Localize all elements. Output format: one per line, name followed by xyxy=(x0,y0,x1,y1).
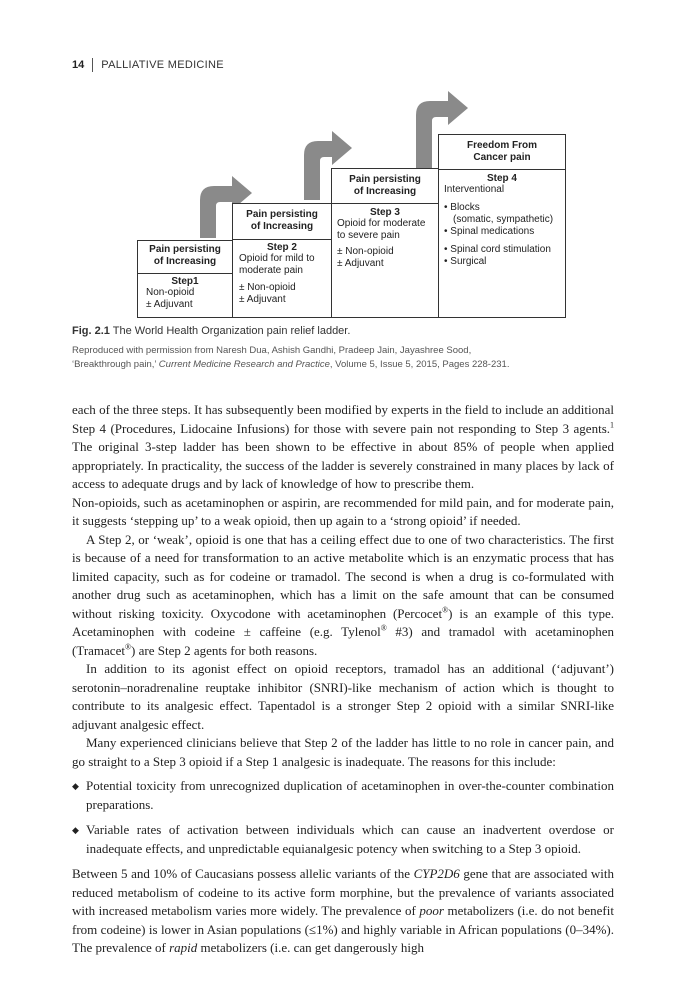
step4-item-3: • Spinal medications xyxy=(444,226,535,237)
step1-box xyxy=(137,273,233,318)
list-item xyxy=(72,777,614,814)
paragraph-5: Many experienced clinicians believe that Step 2 of the ladder has little to no role in cancer pain, and go straight to a Step 3 opioid if a Step 1 analgesic is inadequate. The reasons for this include: xyxy=(72,735,614,769)
paragraph-2: Non-opioids, such as acetaminophen or aspirin, are recommended for mild pain, and for moderate pain, it suggests ‘stepping up’ to a weak opioid, then up again to a ‘strong opioid’ if needed. xyxy=(72,494,614,528)
list-item-text: Potential toxicity from unrecognized duplication of acetaminophen in over-the-counter combination preparations. xyxy=(86,778,614,812)
p3-text-a: A Step 2, or ‘weak’, opioid is one that has a ceiling effect due to one of two characteristics. The first is because of a need for transformation to an active metabolite which is an enzymatic process that has limited capacity, such as for codeine or tramadol. The second is when a drug is co-formulated with another drug such as acetaminophen, which has a limit on the safe amount that can be consumed without risking toxicity. Oxycodone with acetaminophen (Percocet xyxy=(72,531,614,621)
step4-box xyxy=(438,169,566,318)
step3-line-2: to severe pain xyxy=(337,230,400,241)
running-title: PALLIATIVE MEDICINE xyxy=(101,59,224,71)
p6-text-c: metabolizers (i.e. do not benefit from codeine) is lower in Asian populations (≤1%) and highly variable in African populations (0–34%). The prevalence of xyxy=(72,903,614,955)
paragraph-3 xyxy=(72,531,614,661)
step1-header-text: Pain persisting of Increasing xyxy=(149,244,221,267)
p6-gene-name: CYP2D6 xyxy=(413,866,460,881)
step2-line-2: moderate pain xyxy=(239,265,303,276)
step2-line-4: ± Adjuvant xyxy=(239,294,286,305)
step4-item-1: • Blocks xyxy=(444,202,480,213)
step1-title: Step1 xyxy=(171,276,199,287)
registered-mark: ® xyxy=(380,623,387,633)
page-number: 14 xyxy=(72,59,85,71)
paragraph-4: In addition to its agonist effect on opioid receptors, tramadol has an additional (‘adjuvant’) serotonin–noradrenaline reuptake inhibitor (SNRI)-like mechanism of action which is thought to contribute to its analgesic effect. Tapentadol is a stronger Step 2 opioid with a similar SNRI-like adjuvant analgesic effect. xyxy=(72,661,614,732)
step4-item-5: • Surgical xyxy=(444,256,487,267)
p3-text-b: ) is an example of this type. Acetaminophen with codeine ± caffeine (e.g. Tylenol xyxy=(72,605,614,639)
step4-header-text: Freedom From Cancer pain xyxy=(466,140,537,163)
p6-text-a: Between 5 and 10% of Caucasians possess allelic variants of the xyxy=(72,866,414,881)
step1-line-1: Non-opioid xyxy=(146,287,195,298)
p6-text-d: metabolizers (i.e. can get dangerously high xyxy=(197,940,424,955)
diamond-bullet-icon: ◆ xyxy=(72,825,79,835)
diamond-bullet-icon: ◆ xyxy=(72,781,79,791)
step4-item-4: • Spinal cord stimulation xyxy=(444,244,551,255)
step2-header xyxy=(232,203,332,240)
step1-header xyxy=(137,240,233,274)
reasons-list xyxy=(72,777,614,858)
figure-caption xyxy=(72,325,632,337)
step3-line-1: Opioid for moderate xyxy=(337,218,426,229)
paragraph-6 xyxy=(72,865,614,958)
list-item xyxy=(72,821,614,858)
p6-text-b: gene that are associated with reduced metabolism of codeine to its active form morphine, but the prevalence of variants associated with increased metabolism varies more widely. The prevalence of xyxy=(72,866,614,918)
step2-box xyxy=(232,239,332,318)
paragraph-1 xyxy=(72,401,614,494)
credit-line-2 xyxy=(72,358,632,372)
figure-label: Fig. 2.1 xyxy=(72,325,110,337)
step3-header xyxy=(331,168,439,204)
step1-line-2: ± Adjuvant xyxy=(146,299,193,310)
who-ladder-figure xyxy=(0,0,695,330)
p1-text-a: each of the three steps. It has subsequently been modified by experts in the field to include an additional Step 4 (Procedures, Lidocaine Infusions) for those with severe pain not responding to Step 3 agents. xyxy=(72,402,614,436)
registered-mark: ® xyxy=(124,642,132,652)
figure-credit xyxy=(72,344,632,372)
p3-text-d: ) are Step 2 agents for both reasons. xyxy=(131,642,318,658)
list-item-text: Variable rates of activation between individuals which can cause an inadvertent overdose or inadequate effects, and unpredictable equianalgesic potency when switching to a Step 3 opioid. xyxy=(86,822,614,856)
credit-text-a: ‘Breakthrough pain,’ xyxy=(72,359,159,370)
step3-line-3: ± Non-opioid xyxy=(337,246,394,257)
step4-title: Step 4 xyxy=(486,173,517,184)
step4-header xyxy=(438,134,566,170)
credit-journal: Current Medicine Research and Practice xyxy=(158,359,330,370)
credit-text-c: , Volume 5, Issue 5, 2015, Pages 228-231. xyxy=(329,359,510,370)
step3-box xyxy=(331,203,439,318)
body-text xyxy=(72,401,614,958)
p3-text-c: #3) and tramadol with acetaminophen (Tramacet xyxy=(72,624,614,658)
p1-footnote-ref: 1 xyxy=(610,420,614,430)
figure-caption-text: The World Health Organization pain relief ladder. xyxy=(112,325,351,337)
step4-item-2: (somatic, sympathetic) xyxy=(453,214,554,225)
step2-line-1: Opioid for mild to xyxy=(239,253,315,264)
credit-line-1: Reproduced with permission from Naresh Dua, Ashish Gandhi, Pradeep Jain, Jayashree Sood, xyxy=(72,345,472,356)
step4-subtitle: Interventional xyxy=(444,184,505,195)
step3-line-4: ± Adjuvant xyxy=(337,258,384,269)
registered-mark: ® xyxy=(442,605,449,615)
p6-poor: poor xyxy=(419,903,444,918)
step2-title: Step 2 xyxy=(266,242,297,253)
step3-header-text: Pain persisting of Increasing xyxy=(349,174,421,197)
p1-text-b: The original 3-step ladder has been shown to be effective in about 85% of people when applied appropriately. In practicality, the success of the ladder is severely constrained in many places by lack of access to adequate drugs and by lack of knowledge of how to prescribe them. xyxy=(72,439,614,491)
step2-header-text: Pain persisting of Increasing xyxy=(246,209,318,232)
p6-rapid: rapid xyxy=(169,940,198,955)
step3-title: Step 3 xyxy=(369,207,400,218)
step2-line-3: ± Non-opioid xyxy=(239,282,296,293)
